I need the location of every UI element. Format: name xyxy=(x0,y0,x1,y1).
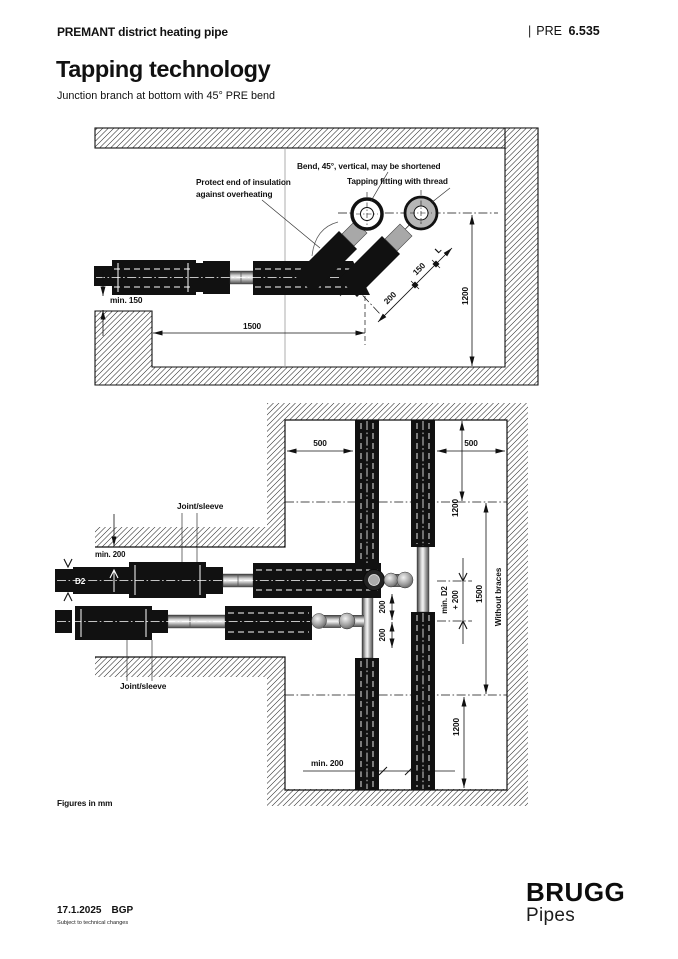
ref-prefix: PRE xyxy=(536,24,562,38)
ball-fitting xyxy=(312,614,327,629)
label-joint-sleeve-top: Joint/sleeve xyxy=(177,501,224,511)
wall-left-lower xyxy=(95,657,285,790)
dim-seg-150: 150 xyxy=(410,260,428,278)
wall-top xyxy=(267,403,528,420)
diagram2-plan-view xyxy=(55,403,528,808)
footer-date: 17.1.2025 xyxy=(57,905,102,916)
dim-500-right: 500 xyxy=(464,438,478,448)
wall-bottom xyxy=(267,789,528,806)
wall-right xyxy=(507,403,528,806)
page-title: Tapping technology xyxy=(56,56,271,82)
ref-number: 6.535 xyxy=(568,24,600,38)
dim-1200-bottom: 1200 xyxy=(451,717,461,737)
label-without-braces: Without braces xyxy=(493,567,503,627)
wall-left-upper xyxy=(95,403,285,547)
diagram2-vertical-pipes xyxy=(355,420,435,790)
dim-seg-L: L xyxy=(432,244,444,256)
figures-note: Figures in mm xyxy=(57,798,113,808)
dim-200-lower: 200 xyxy=(378,628,387,642)
label-joint-sleeve-bottom: Joint/sleeve xyxy=(120,681,167,691)
diagram1-branches xyxy=(295,190,437,297)
brugg-pipes-logo xyxy=(526,879,625,925)
dim-seg-200: 200 xyxy=(381,289,399,307)
right-pipe-lower xyxy=(411,612,435,790)
logo-wordmark: BRUGG xyxy=(526,877,626,907)
label-protect-1: Protect end of insulation xyxy=(196,177,291,187)
dim-min200-left: min. 200 xyxy=(95,550,126,559)
ball-fitting xyxy=(397,572,413,588)
lower-sleeve xyxy=(75,606,152,640)
diagram2-lower-branch xyxy=(55,606,364,640)
wall-hatch-top xyxy=(95,128,538,148)
label-protect-2: against overheating xyxy=(196,189,273,199)
dim-min-d2-2: + 200 xyxy=(451,590,460,610)
footer-disclaimer: Subject to technical changes xyxy=(57,920,129,926)
ball-fitting xyxy=(384,573,398,587)
footer-initials: BGP xyxy=(111,905,134,916)
brand-line: PREMANT district heating pipe xyxy=(57,25,228,39)
logo-subtitle: Pipes xyxy=(526,905,576,926)
label-tapping: Tapping fitting with thread xyxy=(347,176,448,186)
label-bend: Bend, 45°, vertical, may be shortened xyxy=(297,161,441,171)
page-subtitle: Junction branch at bottom with 45° PRE bend xyxy=(57,90,275,102)
dim-min200-bottom: min. 200 xyxy=(311,758,344,768)
dim-1500-mid: 1500 xyxy=(474,584,484,604)
dim-200-upper: 200 xyxy=(378,600,387,614)
dim-1200: 1200 xyxy=(460,286,470,306)
diagram2-upper-branch xyxy=(55,562,413,598)
dim-500-left: 500 xyxy=(313,438,327,448)
dim-min-d2-1: min. D2 xyxy=(440,586,449,614)
ref-separator: | xyxy=(528,24,532,38)
upper-sleeve xyxy=(129,562,206,598)
dim-1200-top: 1200 xyxy=(450,498,460,517)
dim-min150: min. 150 xyxy=(110,295,143,305)
footer-date-line xyxy=(57,905,133,916)
label-d2: D2 xyxy=(75,577,86,586)
diagram1-section-view xyxy=(94,128,538,385)
ball-fitting xyxy=(339,613,355,629)
dim-1500: 1500 xyxy=(242,321,262,331)
